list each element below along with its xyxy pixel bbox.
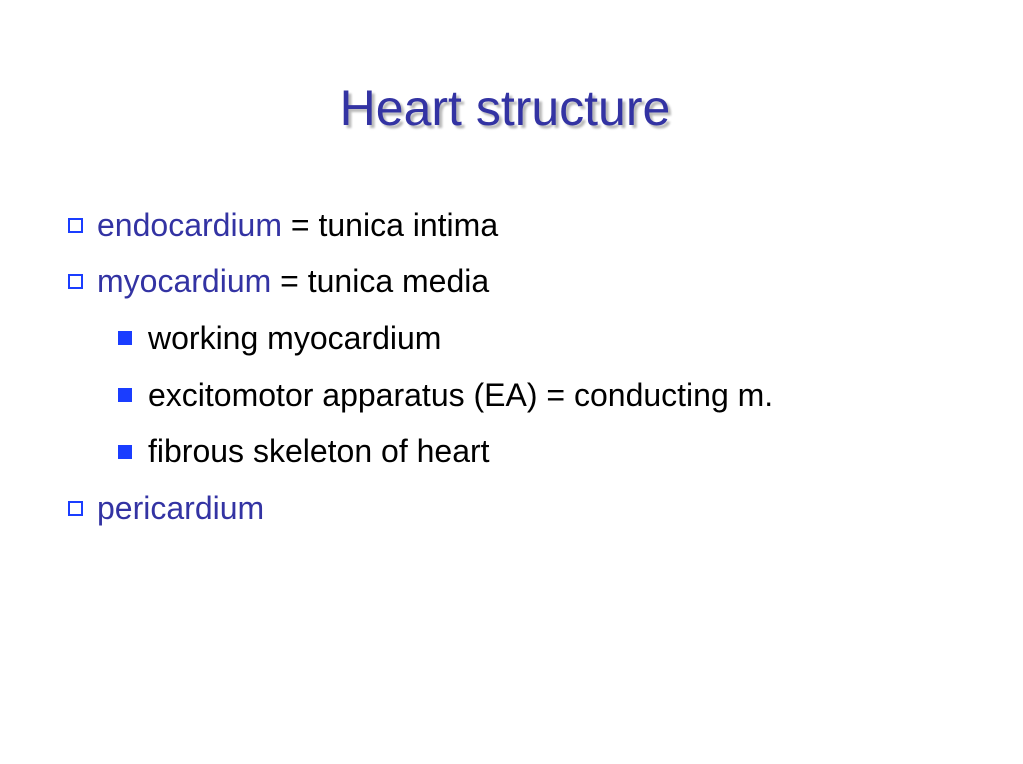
bullet-list <box>68 197 773 537</box>
sub-bullet-fibrous-skeleton <box>68 423 773 480</box>
hollow-square-bullet-icon <box>68 274 83 289</box>
sub-bullet-working-myocardium <box>68 310 773 367</box>
filled-square-bullet-icon <box>118 445 132 459</box>
bullet-term: endocardium <box>97 206 282 243</box>
slide-title: Heart structure <box>339 80 671 136</box>
bullet-myocardium <box>68 254 773 311</box>
bullet-endocardium <box>68 197 773 254</box>
filled-square-bullet-icon <box>118 331 132 345</box>
bullet-text: = tunica intima <box>282 206 499 243</box>
bullet-text: = tunica media <box>271 263 490 300</box>
bullet-term: pericardium <box>97 489 265 526</box>
bullet-text: fibrous skeleton of heart <box>148 433 490 470</box>
hollow-square-bullet-icon <box>68 218 83 233</box>
hollow-square-bullet-icon <box>68 501 83 516</box>
bullet-pericardium <box>68 480 773 537</box>
bullet-term: myocardium <box>97 263 272 300</box>
sub-bullet-excitomotor-apparatus <box>68 367 773 424</box>
bullet-text: excitomotor apparatus (EA) = conducting m. <box>148 376 774 413</box>
bullet-text: working myocardium <box>148 319 442 356</box>
filled-square-bullet-icon <box>118 388 132 402</box>
